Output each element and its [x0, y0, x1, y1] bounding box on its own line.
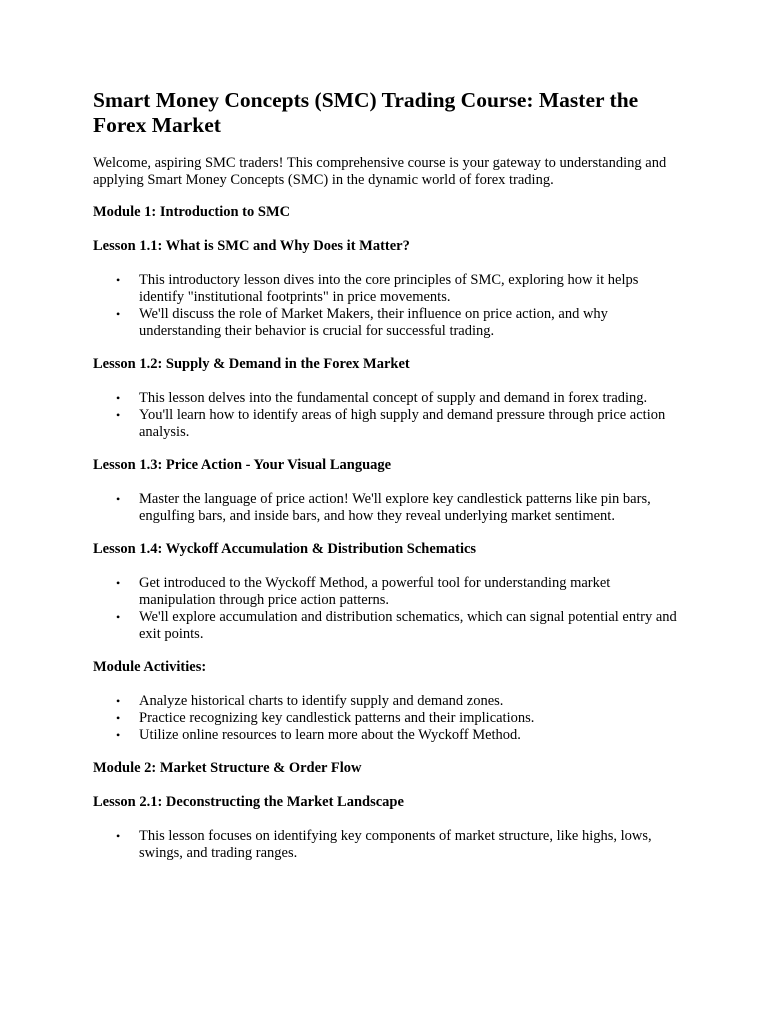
- bullet-icon: •: [116, 829, 121, 843]
- intro-paragraph: Welcome, aspiring SMC traders! This comprehensive course is your gateway to understanding and applying Smart Money Concepts (SMC) in the dynamic world of forex trading.: [93, 155, 667, 188]
- lesson-heading: Lesson 1.3: Price Action - Your Visual Language: [93, 457, 392, 473]
- bullet-icon: •: [116, 694, 121, 708]
- module-heading: Module 1: Introduction to SMC: [93, 204, 291, 220]
- bullet-icon: •: [116, 711, 121, 725]
- list-item-text: We'll discuss the role of Market Makers, their influence on price action, and why understanding their behavior is crucial for successful trading.: [139, 306, 608, 339]
- bullet-icon: •: [116, 307, 121, 321]
- list-item-text: Get introduced to the Wyckoff Method, a powerful tool for understanding market manipulation through price action patterns.: [139, 575, 611, 608]
- list-item-text: You'll learn how to identify areas of high supply and demand pressure through price action analysis.: [139, 407, 666, 440]
- section: [93, 659, 683, 744]
- bullet-icon: •: [116, 492, 121, 506]
- list-item-text: We'll explore accumulation and distribution schematics, which can signal potential entry and exit points.: [139, 609, 677, 642]
- section: [93, 204, 683, 221]
- list-item-text: This introductory lesson dives into the core principles of SMC, exploring how it helps identify "institutional footprints" in price movements.: [139, 272, 639, 305]
- list-item: [93, 727, 683, 744]
- bullet-icon: •: [116, 408, 121, 422]
- bullet-icon: •: [116, 728, 121, 742]
- document-page: [93, 88, 683, 878]
- list-item: [93, 407, 683, 441]
- bullet-list: [93, 828, 683, 862]
- section: [93, 238, 683, 340]
- bullet-icon: •: [116, 610, 121, 624]
- list-item: [93, 272, 683, 306]
- bullet-icon: •: [116, 391, 121, 405]
- section: [93, 794, 683, 862]
- list-item: [93, 306, 683, 340]
- section: [93, 541, 683, 643]
- list-item-text: Utilize online resources to learn more about the Wyckoff Method.: [139, 727, 521, 743]
- lesson-heading: Lesson 2.1: Deconstructing the Market Landscape: [93, 794, 404, 810]
- list-item: [93, 491, 683, 525]
- lesson-heading: Lesson 1.1: What is SMC and Why Does it Matter?: [93, 238, 410, 254]
- section: [93, 457, 683, 525]
- lesson-heading: Lesson 1.2: Supply & Demand in the Forex Market: [93, 356, 410, 372]
- list-item-text: Master the language of price action! We'll explore key candlestick patterns like pin bars, engulfing bars, and inside bars, and how they reveal underlying market sentiment.: [139, 491, 651, 524]
- bullet-list: [93, 390, 683, 441]
- list-item: [93, 609, 683, 643]
- bullet-list: [93, 272, 683, 340]
- list-item: [93, 390, 683, 407]
- list-item: [93, 828, 683, 862]
- list-item: [93, 575, 683, 609]
- bullet-list: [93, 693, 683, 744]
- list-item: [93, 693, 683, 710]
- document-title: Smart Money Concepts (SMC) Trading Course: Master the Forex Market: [93, 88, 639, 137]
- module-heading: Module 2: Market Structure & Order Flow: [93, 760, 362, 776]
- bullet-list: [93, 491, 683, 525]
- list-item-text: Analyze historical charts to identify supply and demand zones.: [139, 693, 504, 709]
- bullet-icon: •: [116, 273, 121, 287]
- list-item-text: This lesson focuses on identifying key components of market structure, like highs, lows, swings, and trading ranges.: [139, 828, 652, 861]
- bullet-icon: •: [116, 576, 121, 590]
- section: [93, 760, 683, 777]
- lesson-heading: Lesson 1.4: Wyckoff Accumulation & Distribution Schematics: [93, 541, 477, 557]
- section: [93, 356, 683, 441]
- activities-heading: Module Activities:: [93, 659, 207, 675]
- list-item: [93, 710, 683, 727]
- bullet-list: [93, 575, 683, 643]
- list-item-text: This lesson delves into the fundamental concept of supply and demand in forex trading.: [139, 390, 648, 406]
- list-item-text: Practice recognizing key candlestick patterns and their implications.: [139, 710, 535, 726]
